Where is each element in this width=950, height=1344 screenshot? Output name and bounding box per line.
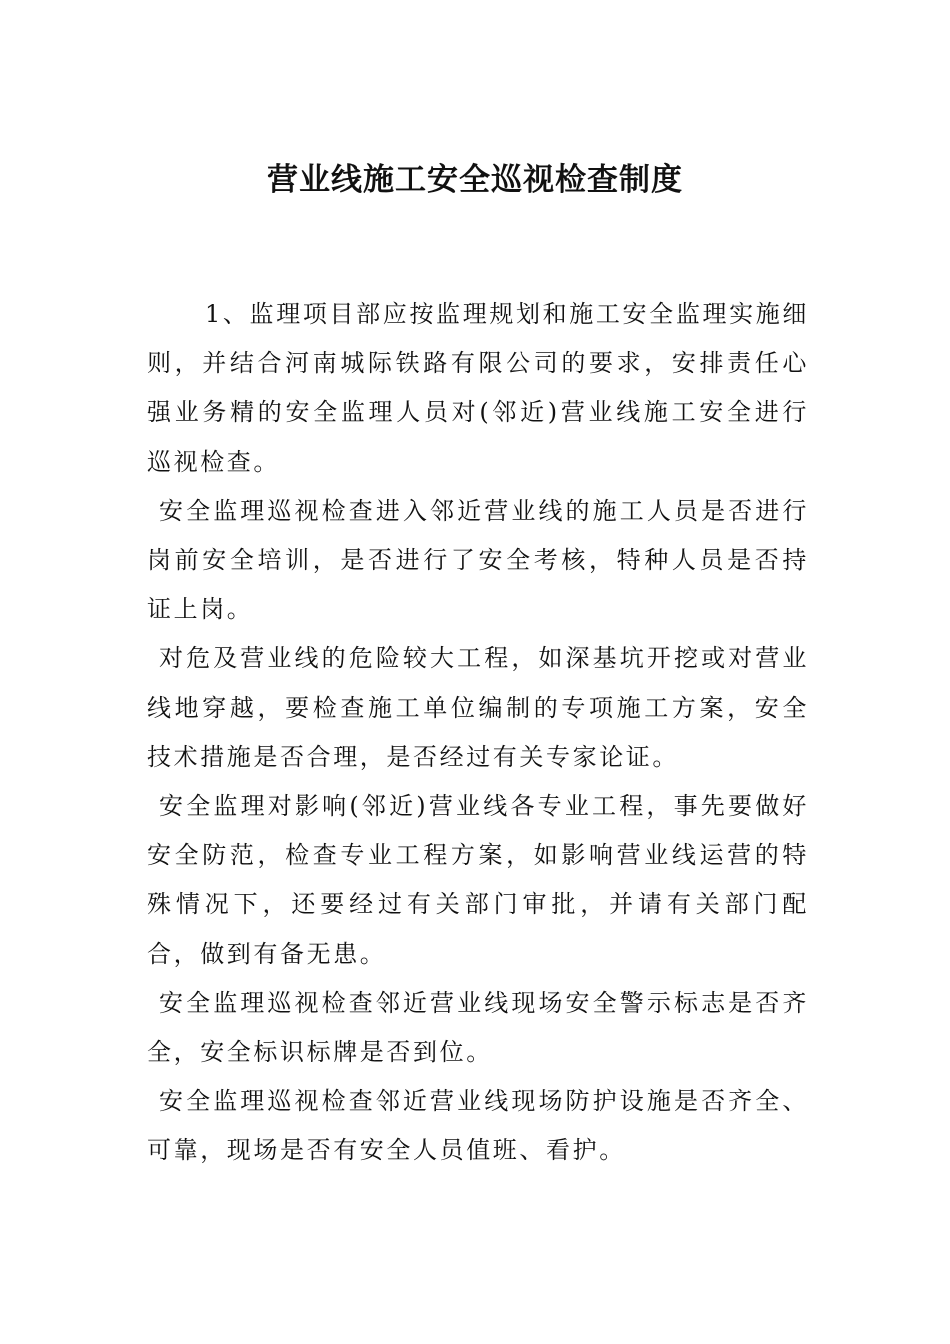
paragraph-6: 安全监理巡视检查邻近营业线现场防护设施是否齐全、可靠，现场是否有安全人员值班、看护。 [147,1087,809,1165]
paragraph-5: 安全监理巡视检查邻近营业线现场安全警示标志是否齐全，安全标识标牌是否到位。 [147,988,809,1067]
paragraph-2: 安全监理巡视检查进入邻近营业线的施工人员是否进行岗前安全培训，是否进行了安全考核，特种人员是否持证上岗。 [147,496,809,624]
paragraph-3: 对危及营业线的危险较大工程，如深基坑开挖或对营业线地穿越，要检查施工单位编制的专项施工方案，安全技术措施是否合理，是否经过有关专家论证。 [147,644,809,771]
document-body [147,290,809,1176]
document-title: 营业线施工安全巡视检查制度 [267,162,683,198]
paragraph-1: 1、监理项目部应按监理规划和施工安全监理实施细则，并结合河南城际铁路有限公司的要求，安排责任心强业务精的安全监理人员对(邻近)营业线施工安全进行巡视检查。 [147,300,809,476]
paragraph-4: 安全监理对影响(邻近)营业线各专业工程，事先要做好安全防范，检查专业工程方案，如影响营业线运营的特殊情况下，还要经过有关部门审批，并请有关部门配合，做到有备无患。 [147,792,809,968]
